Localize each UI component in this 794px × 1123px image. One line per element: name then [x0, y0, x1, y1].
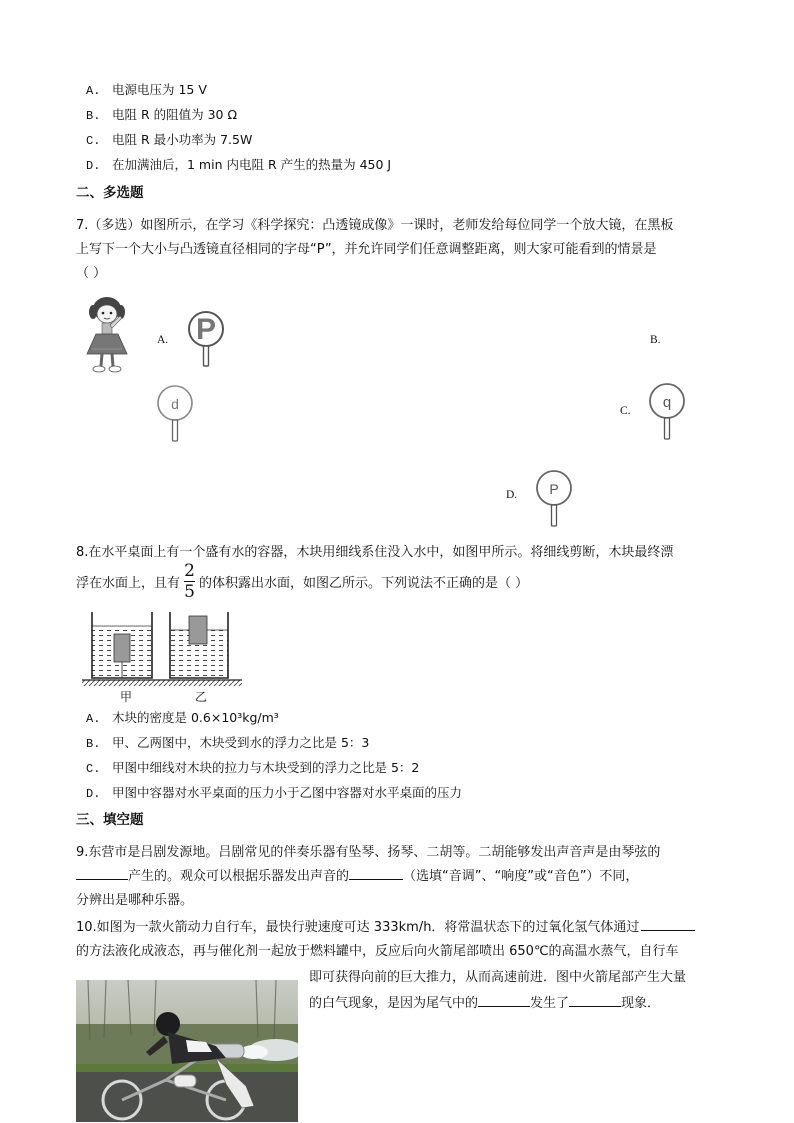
magnifier-a-letter: P: [195, 313, 217, 346]
q9-text-line-2: [76, 865, 638, 884]
option-label: B.: [86, 109, 101, 123]
q8-option-b: [86, 733, 369, 751]
option-text: 电阻 R 最小功率为 7.5W: [112, 132, 253, 147]
option-text: 在加满油后，1 min 内电阻 R 产生的热量为 450 J: [112, 157, 392, 172]
option-text: 电源电压为 15 V: [112, 82, 207, 97]
rocket-bicycle-photo: [76, 980, 298, 1122]
q9-line2-end: （选填“音调”、“响度”或“音色”）不同，: [403, 869, 639, 884]
q10-blank-3[interactable]: [569, 1005, 621, 1007]
q8-option-c: [86, 758, 419, 776]
magnifier-c-letter: q: [662, 394, 672, 411]
q7-option-d-label: D.: [506, 489, 518, 501]
containers-figure: [82, 608, 246, 706]
option-text: 甲图中细线对木块的拉力与木块受到的浮力之比是 5：2: [112, 760, 420, 775]
magnifier-b-letter: d: [171, 396, 179, 412]
option-label: B.: [86, 737, 101, 751]
option-label: D.: [86, 159, 101, 173]
option-label: C.: [86, 762, 101, 776]
fraction-numerator: 2: [184, 561, 195, 581]
option-text: 木块的密度是 0.6×10³kg/m³: [112, 710, 279, 725]
figure-label-left: 甲: [120, 690, 133, 704]
q10-line1-text: 10.如图为一款火箭动力自行车，最快行驶速度可达 333km/h．将常温状态下的过氧化氢气体通过: [76, 920, 640, 935]
magnifier-d-letter: P: [549, 481, 559, 497]
q8-option-d: [86, 783, 462, 801]
q9-text-line-1: 9.东营市是吕剧发源地。吕剧常见的伴奏乐器有坠琴、扬琴、二胡等。二胡能够发出声音声是由琴弦的: [76, 845, 661, 860]
option-label: D.: [86, 787, 101, 801]
q10-blank-2[interactable]: [478, 1005, 530, 1007]
q7-text-line-3: （ ）: [76, 266, 107, 281]
q10-line4-c: 现象．: [621, 996, 661, 1011]
q8-text-line-2: [76, 562, 528, 601]
magnifier-a-icon: [187, 310, 227, 368]
section-title-multiple-choice: 二、多选题: [76, 185, 144, 201]
q10-text-line-2: 的方法液化成液态，再与催化剂一起放于燃料罐中，反应后向火箭尾部喷出 650℃的高温水蒸气，自行车: [76, 944, 679, 959]
q8-line2-start: 浮在水面上，且有: [76, 576, 181, 591]
q8-text-line-1: 8.在水平桌面上有一个盛有水的容器，木块用细线系住没入水中，如图甲所示。将细线剪断，木块最终漂: [76, 545, 674, 560]
q6-option-a: [86, 80, 207, 98]
q7-text-line-2: 上写下一个大小与凸透镜直径相同的字母“P”，并允许同学们任意调整距离，则大家可能看到的情景是: [76, 242, 657, 257]
option-label: C.: [86, 134, 101, 148]
fraction-two-fifths: [184, 562, 195, 601]
option-label: A.: [86, 84, 101, 98]
option-text: 甲图中容器对水平桌面的压力小于乙图中容器对水平桌面的压力: [112, 785, 463, 800]
q6-option-c: [86, 130, 252, 148]
q10-blank-1[interactable]: [641, 929, 695, 931]
q7-text-line-1: 7.（多选）如图所示，在学习《科学探究：凸透镜成像》一课时，老师发给每位同学一个放大镜，在黑板: [76, 218, 674, 233]
q7-option-b-label: B.: [650, 334, 661, 346]
q6-option-d: [86, 155, 391, 173]
figure-label-right: 乙: [195, 690, 208, 704]
magnifier-d-icon: [535, 469, 575, 529]
option-text: 甲、乙两图中，木块受到水的浮力之比是 5：3: [112, 735, 370, 750]
q9-text-line-3: 分辨出是哪种乐器。: [76, 893, 194, 908]
q8-line2-end: 的体积露出水面，如图乙所示。下列说法不正确的是（ ）: [199, 576, 529, 591]
girl-illustration: [82, 294, 132, 376]
q6-option-b: [86, 105, 237, 123]
q10-line4-b: 发生了: [530, 996, 570, 1011]
q8-option-a: [86, 708, 279, 726]
q7-option-c-label: C.: [620, 405, 631, 417]
q10-text-line-3: 即可获得向前的巨大推力，从而高速前进．图中火箭尾部产生大量: [309, 970, 687, 985]
section-title-fill-blank: 三、填空题: [76, 812, 144, 828]
magnifier-b-icon: [156, 384, 196, 444]
option-label: A.: [86, 712, 101, 726]
q9-line2-middle: 产生的。观众可以根据乐器发出声音的: [128, 869, 350, 884]
q9-blank-1[interactable]: [76, 878, 128, 880]
q10-line4-a: 的白气现象，是因为尾气中的: [309, 996, 479, 1011]
q10-text-line-1: [76, 916, 695, 935]
q7-option-a-label: A.: [157, 334, 169, 346]
q10-text-line-4: [309, 992, 660, 1011]
fraction-denominator: 5: [184, 582, 195, 602]
q9-blank-2[interactable]: [349, 878, 403, 880]
magnifier-c-icon: [648, 382, 688, 442]
option-text: 电阻 R 的阻值为 30 Ω: [112, 107, 238, 122]
